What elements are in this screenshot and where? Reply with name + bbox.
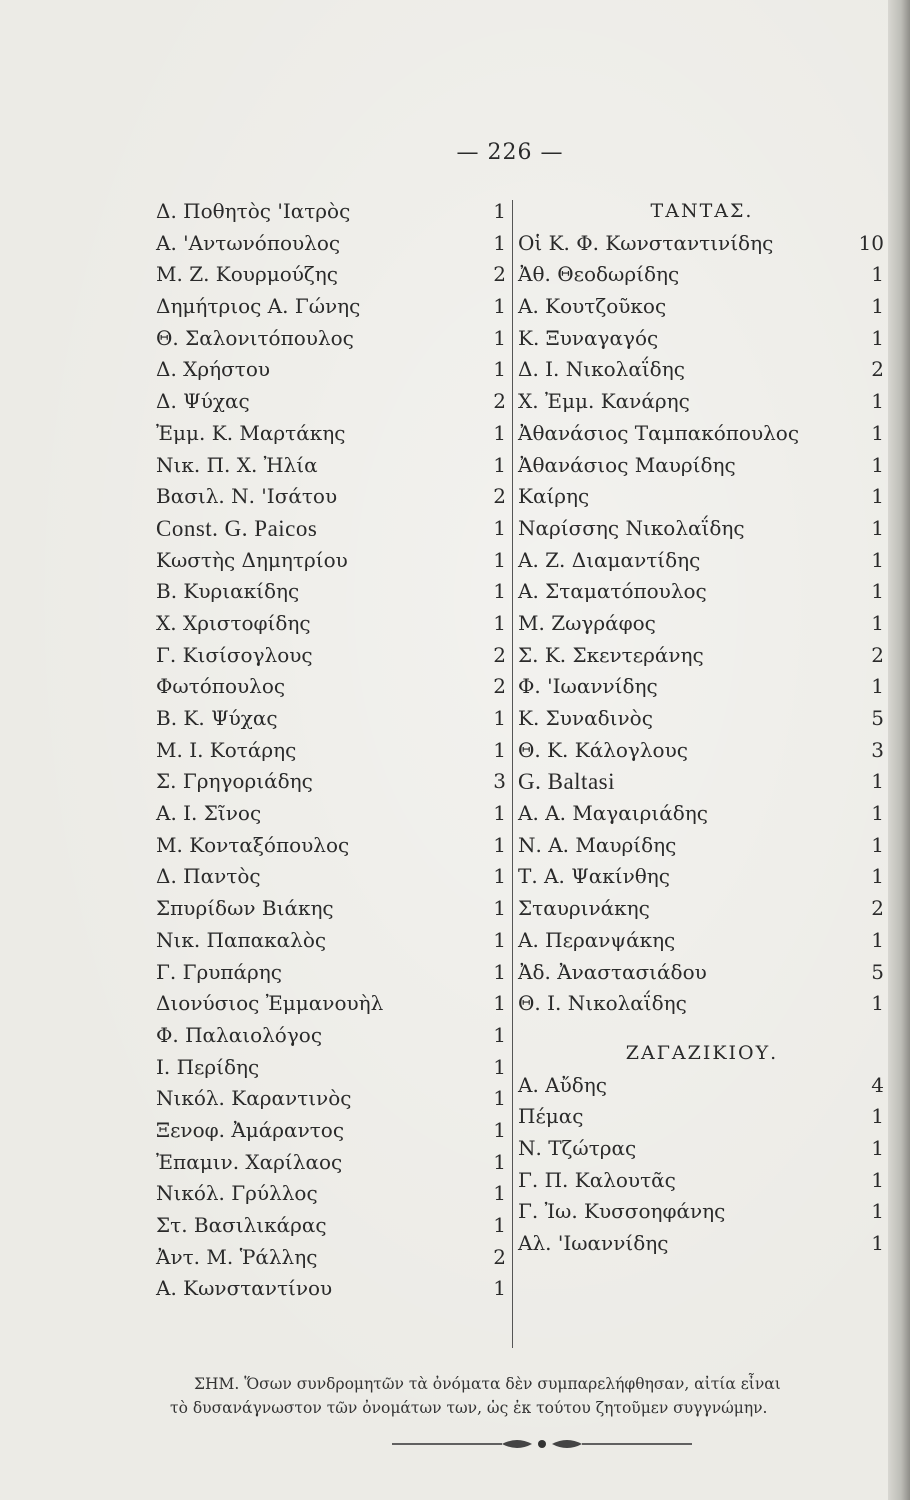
subscriber-name: Μ. Κονταξόπουλος xyxy=(156,832,350,857)
subscriber-name: Τ. Α. Ψακίνθης xyxy=(518,864,670,889)
subscription-count: 1 xyxy=(871,452,884,477)
subscriber-name: Σπυρίδων Βιάκης xyxy=(156,896,334,921)
subscriber-name: Στ. Βασιλικάρας xyxy=(156,1213,327,1237)
footnote xyxy=(150,1372,880,1420)
subscriber-row xyxy=(156,196,512,228)
subscriber-row xyxy=(156,1020,512,1052)
subscriber-name: Ἐπαμιν. Χαρίλαος xyxy=(156,1149,343,1174)
subscriber-row xyxy=(518,988,886,1020)
subscription-count: 1 xyxy=(871,1135,884,1160)
subscriber-name: Δ. Χρήστου xyxy=(156,357,271,382)
subscriber-row xyxy=(518,450,886,482)
subscriber-row xyxy=(156,1052,512,1084)
subscription-count: 1 xyxy=(493,1054,506,1079)
subscriber-name: Ἀντ. Μ. Ῥάλλης xyxy=(156,1244,318,1269)
subscriber-name: Πέμας xyxy=(518,1104,584,1129)
subscriber-row xyxy=(518,291,886,323)
subscriber-row xyxy=(518,1165,886,1197)
subscription-count: 1 xyxy=(493,610,506,635)
subscriber-name: Σταυρινάκης xyxy=(518,896,650,921)
subscription-count: 1 xyxy=(871,1199,884,1224)
subscriber-row xyxy=(156,354,512,386)
subscription-count: 1 xyxy=(871,484,884,509)
subscriber-name: Δ. Παντὸς xyxy=(156,864,261,889)
subscription-count: 10 xyxy=(858,230,884,255)
subscription-count: 2 xyxy=(871,896,884,921)
subscriber-row xyxy=(156,291,512,323)
subscriber-row xyxy=(518,861,886,893)
subscription-count: 5 xyxy=(871,959,884,984)
subscription-count: 2 xyxy=(493,674,506,699)
subscriber-row xyxy=(156,671,512,703)
subscriber-row xyxy=(156,1210,512,1242)
subscription-count: 1 xyxy=(493,1149,506,1174)
subscription-count: 2 xyxy=(493,389,506,414)
subscriber-row xyxy=(156,513,512,545)
subscriber-row xyxy=(518,830,886,862)
subscriber-row xyxy=(518,545,886,577)
subscriber-name: Δ. Ι. Νικολαΐδης xyxy=(518,357,685,382)
subscriber-name: Α. 'Αντωνόπουλος xyxy=(156,230,341,255)
subscriber-row xyxy=(518,1070,886,1102)
subscriber-row xyxy=(518,259,886,291)
footnote-line-2: τὸ δυσανάγνωστον τῶν ὀνομάτων των, ὡς ἐκ τούτου ζητοῦμεν συγγνώμην. xyxy=(170,1399,768,1417)
subscriber-name: Γ. Γρυπάρης xyxy=(156,959,282,984)
subscription-count: 1 xyxy=(871,325,884,350)
subscription-count: 1 xyxy=(493,991,506,1016)
subscription-count: 1 xyxy=(871,801,884,826)
subscriber-row xyxy=(518,386,886,418)
subscription-count: 1 xyxy=(493,1181,506,1206)
subscriber-name: Ἀδ. Ἀναστασιάδου xyxy=(518,959,707,984)
subscriber-name: Ναρίσσης Νικολαΐδης xyxy=(518,515,745,540)
subscriber-name: Αλ. 'Ιωαννίδης xyxy=(518,1231,669,1255)
subscription-count: 1 xyxy=(493,420,506,445)
subscriber-name: Δημήτριος Α. Γώνης xyxy=(156,294,361,319)
subscription-count: 1 xyxy=(871,991,884,1016)
subscriber-row xyxy=(518,640,886,672)
subscriber-row xyxy=(156,259,512,291)
subscriber-name: Χ. Ἐμμ. Κανάρης xyxy=(518,389,690,414)
subscription-count: 5 xyxy=(871,706,884,730)
subscriber-name: Νικόλ. Γρύλλος xyxy=(156,1181,318,1206)
subscriber-row xyxy=(156,735,512,767)
subscriber-row xyxy=(518,735,886,767)
subscription-count: 1 xyxy=(493,737,506,762)
subscription-count: 3 xyxy=(871,737,884,762)
subscriber-name: Μ. Ι. Κοτάρης xyxy=(156,737,297,762)
subscriber-row xyxy=(156,228,512,260)
subscriber-name: Ἀθανάσιος Ταμπακόπουλος xyxy=(518,420,800,445)
subscriber-name: Γ. Ἰω. Κυσσοηφάνης xyxy=(518,1199,726,1224)
subscriber-name: Νικ. Π. Χ. Ἠλία xyxy=(156,452,318,477)
subscriber-name: Ξενοφ. Ἀμάραντος xyxy=(156,1117,345,1142)
subscriber-name: Β. Κ. Ψύχας xyxy=(156,706,278,730)
subscriber-row xyxy=(518,513,886,545)
subscriber-name: Νικόλ. Καραντινὸς xyxy=(156,1086,352,1111)
subscriber-name: Κ. Συναδινὸς xyxy=(518,706,653,730)
subscription-count: 2 xyxy=(493,642,506,667)
subscription-count: 2 xyxy=(493,484,506,509)
subscriber-row xyxy=(156,608,512,640)
subscriber-name: Φωτόπουλος xyxy=(156,674,286,699)
subscriber-row xyxy=(518,671,886,703)
subscription-count: 1 xyxy=(871,674,884,699)
subscriber-name: Ἐμμ. Κ. Μαρτάκης xyxy=(156,420,346,445)
subscription-count: 1 xyxy=(493,864,506,889)
subscription-count: 2 xyxy=(493,1244,506,1269)
subscription-count: 1 xyxy=(493,1086,506,1111)
section-heading-zagazikiou: ΖΑΓΑΖΙΚΙΟΥ. xyxy=(625,1041,779,1064)
subscriber-name: Βασιλ. Ν. 'Ισάτου xyxy=(156,484,338,509)
subscriber-row xyxy=(156,766,512,798)
subscription-count: 1 xyxy=(493,1213,506,1237)
left-subscriber-column xyxy=(156,196,512,1305)
subscription-count: 1 xyxy=(871,262,884,287)
subscriber-row xyxy=(156,1242,512,1274)
subscriber-row xyxy=(156,1083,512,1115)
subscriber-name: Ἀθανάσιος Μαυρίδης xyxy=(518,452,736,477)
subscriber-row xyxy=(518,576,886,608)
subscription-count: 1 xyxy=(871,1167,884,1192)
subscription-count: 1 xyxy=(871,420,884,445)
subscriber-name: Κωστὴς Δημητρίου xyxy=(156,547,348,572)
subscriber-row xyxy=(518,925,886,957)
subscription-count: 2 xyxy=(871,642,884,667)
subscriber-name: Διονύσιος Ἐμμανουὴλ xyxy=(156,991,384,1016)
subscriber-row xyxy=(518,798,886,830)
subscriber-row xyxy=(156,1115,512,1147)
subscription-count: 1 xyxy=(493,927,506,952)
end-ornament xyxy=(392,1432,692,1456)
page-number: — 226 — xyxy=(456,140,564,165)
subscription-count: 1 xyxy=(871,294,884,319)
subscription-count: 1 xyxy=(493,832,506,857)
subscription-count: 2 xyxy=(493,262,506,287)
subscription-count: 4 xyxy=(871,1072,884,1097)
subscriber-name: Β. Κυριακίδης xyxy=(156,579,300,604)
subscriber-name: Μ. Ζωγράφος xyxy=(518,610,656,635)
subscriber-row xyxy=(156,640,512,672)
subscription-count: 1 xyxy=(493,325,506,350)
subscriber-name: Φ. Παλαιολόγος xyxy=(156,1022,323,1047)
subscriber-name: Α. Ι. Σῖνος xyxy=(156,801,262,826)
subscription-count: 1 xyxy=(871,1231,884,1255)
subscriber-row xyxy=(518,1101,886,1133)
subscriber-name: Θ. Σαλονιτόπουλος xyxy=(156,325,354,350)
subscriber-row xyxy=(156,386,512,418)
subscription-count: 1 xyxy=(493,230,506,255)
subscriber-row xyxy=(518,766,886,798)
subscription-count: 2 xyxy=(871,357,884,382)
subscription-count: 1 xyxy=(493,547,506,572)
subscription-count: 1 xyxy=(493,801,506,826)
subscriber-row xyxy=(156,861,512,893)
subscriber-name: Γ. Π. Καλουτᾶς xyxy=(518,1167,676,1192)
subscriber-name: Μ. Ζ. Κουρμούζης xyxy=(156,262,338,287)
zagazikiou-subscriber-list xyxy=(518,1070,886,1260)
subscription-count: 1 xyxy=(871,864,884,889)
subscriber-name: Κ. Ξυναγαγός xyxy=(518,325,659,350)
subscription-count: 1 xyxy=(493,1276,506,1301)
subscription-count: 3 xyxy=(493,769,506,794)
subscriber-row xyxy=(518,1133,886,1165)
subscriber-row xyxy=(518,1196,886,1228)
subscriber-name: G. Baltasi xyxy=(518,769,615,795)
binding-edge xyxy=(888,0,910,1500)
subscription-count: 1 xyxy=(871,579,884,604)
subscription-count: 1 xyxy=(493,515,506,540)
subscriber-row xyxy=(518,893,886,925)
subscriber-row xyxy=(156,1147,512,1179)
subscriber-name: Δ. Ψύχας xyxy=(156,389,250,414)
subscription-count: 1 xyxy=(871,927,884,952)
subscriber-name: Α. Περανψάκης xyxy=(518,927,676,952)
subscription-count: 1 xyxy=(871,832,884,857)
subscriber-row xyxy=(518,608,886,640)
subscription-count: 1 xyxy=(871,610,884,635)
subscriber-row xyxy=(156,893,512,925)
subscriber-name: Ἀθ. Θεοδωρίδης xyxy=(518,262,680,287)
subscriber-name: Α. Α. Μαγαιριάδης xyxy=(518,801,708,826)
tantas-subscriber-list xyxy=(518,228,886,1020)
subscriber-name: Θ. Ι. Νικολαΐδης xyxy=(518,991,687,1016)
subscription-count: 1 xyxy=(493,1022,506,1047)
subscriber-row xyxy=(156,576,512,608)
subscription-count: 1 xyxy=(493,579,506,604)
subscriber-name: Α. Σταματόπουλος xyxy=(518,579,707,604)
subscriber-name: Α. Ζ. Διαμαντίδης xyxy=(518,547,701,572)
subscription-count: 1 xyxy=(493,1117,506,1142)
subscriber-row xyxy=(156,988,512,1020)
subscription-count: 1 xyxy=(493,294,506,319)
subscriber-name: Φ. 'Ιωαννίδης xyxy=(518,674,658,699)
subscriber-name: Νικ. Παπακαλὸς xyxy=(156,927,327,952)
subscriber-row xyxy=(156,1178,512,1210)
subscription-count: 1 xyxy=(871,389,884,414)
footnote-line-1: ΣΗΜ. Ὅσων συνδρομητῶν τὰ ὀνόματα δὲν συμπαρελήφθησαν, αἰτία εἶναι xyxy=(194,1375,781,1393)
subscription-count: 1 xyxy=(871,547,884,572)
right-subscriber-column xyxy=(518,196,886,1260)
subscriber-row xyxy=(518,1228,886,1260)
subscriber-row xyxy=(518,228,886,260)
subscription-count: 1 xyxy=(871,515,884,540)
subscriber-row xyxy=(156,1273,512,1305)
subscriber-name: Ν. Α. Μαυρίδης xyxy=(518,832,677,857)
subscriber-name: Ι. Περίδης xyxy=(156,1054,260,1079)
subscriber-name: Χ. Χριστοφίδης xyxy=(156,610,311,635)
subscriber-name: Σ. Κ. Σκεντεράνης xyxy=(518,642,704,667)
subscriber-row xyxy=(156,450,512,482)
subscription-count: 1 xyxy=(493,706,506,730)
subscriber-name: Δ. Ποθητὸς 'Ιατρὸς xyxy=(156,199,351,223)
subscriber-row xyxy=(518,323,886,355)
subscriber-name: Γ. Κισίσογλους xyxy=(156,642,313,667)
subscription-count: 1 xyxy=(493,896,506,921)
subscriber-row xyxy=(156,545,512,577)
subscriber-row xyxy=(156,481,512,513)
subscription-count: 1 xyxy=(493,452,506,477)
subscriber-row xyxy=(518,957,886,989)
subscriber-row xyxy=(518,481,886,513)
subscriber-row xyxy=(518,354,886,386)
column-divider xyxy=(512,200,513,1348)
subscriber-name: Α. Κουτζοῦκος xyxy=(518,294,667,319)
subscriber-row xyxy=(156,323,512,355)
subscriber-row xyxy=(156,418,512,450)
subscriber-row xyxy=(156,957,512,989)
subscriber-name: Οἱ Κ. Φ. Κωνσταντινίδης xyxy=(518,230,774,255)
subscriber-name: Const. G. Paicos xyxy=(156,515,318,541)
subscriber-name: Καίρης xyxy=(518,484,590,509)
subscriber-row xyxy=(156,703,512,735)
section-heading-tantas: ΤΑΝΤΑΣ. xyxy=(650,200,754,222)
subscriber-name: Ν. Τζώτρας xyxy=(518,1135,637,1160)
subscription-count: 1 xyxy=(493,357,506,382)
subscriber-row xyxy=(518,418,886,450)
subscriber-row xyxy=(518,703,886,735)
subscriber-name: Σ. Γρηγοριάδης xyxy=(156,769,313,794)
subscription-count: 1 xyxy=(871,769,884,794)
subscription-count: 1 xyxy=(493,199,506,223)
subscription-count: 1 xyxy=(871,1104,884,1129)
subscription-count: 1 xyxy=(493,959,506,984)
subscriber-name: Θ. Κ. Κάλογλους xyxy=(518,737,688,762)
subscriber-row xyxy=(156,830,512,862)
subscriber-row xyxy=(156,798,512,830)
subscriber-name: Α. Κωνσταντίνου xyxy=(156,1276,333,1301)
subscriber-name: Α. Αὔδης xyxy=(518,1072,607,1097)
subscriber-row xyxy=(156,925,512,957)
